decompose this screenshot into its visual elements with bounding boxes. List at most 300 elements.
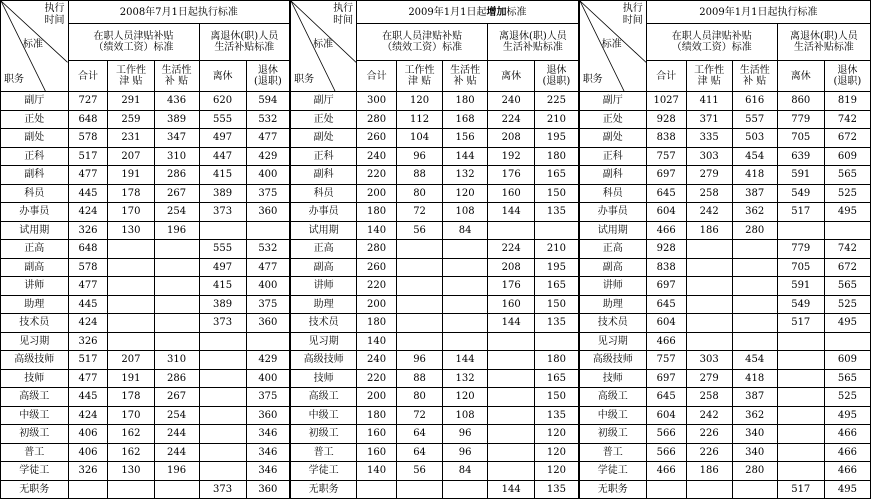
title-post: 标准 [506,6,527,18]
value-cell: 503 [732,129,777,148]
table-row [1,332,871,351]
value-cell: 160 [488,184,535,203]
value-cell: 360 [246,203,290,222]
duty-cell: 讲师 [1,277,69,296]
value-cell: 192 [488,147,535,166]
value-cell: 477 [68,369,108,388]
value-cell: 160 [357,443,397,462]
value-cell: 280 [732,221,777,240]
value-cell: 477 [68,166,108,185]
retired-subsidy-header [199,24,290,61]
value-cell: 1027 [646,92,686,111]
value-cell [732,295,777,314]
value-cell: 286 [154,369,199,388]
col-lixiu-header [488,61,535,92]
duty-cell: 科员 [1,184,69,203]
work-line1: 工作性 [694,65,725,76]
value-cell [154,258,199,277]
table-row [1,277,871,296]
duty-cell: 普工 [290,443,357,462]
value-cell [397,295,443,314]
table-row [1,295,871,314]
value-cell [246,221,290,240]
duty-cell: 正处 [290,110,357,129]
total-label: 合计 [78,70,98,82]
col-total-header [357,61,397,92]
duty-cell: 无职务 [1,480,69,499]
time-label: 时间 [44,15,65,26]
value-cell [535,332,579,351]
value-cell: 96 [397,147,443,166]
value-cell: 838 [646,258,686,277]
value-cell: 200 [357,295,397,314]
table-row [1,221,871,240]
value-cell: 346 [246,443,290,462]
incumbent-line2: （绩效工资）标准 [93,42,174,53]
value-cell: 310 [154,147,199,166]
value-cell: 140 [357,462,397,481]
value-cell: 259 [108,110,154,129]
value-cell: 757 [646,351,686,370]
value-cell: 180 [357,314,397,333]
duty-cell: 副科 [1,166,69,185]
duty-cell: 讲师 [290,277,357,296]
retired-subsidy-header [777,24,870,61]
value-cell: 697 [646,277,686,296]
value-cell: 346 [246,425,290,444]
value-cell: 208 [488,129,535,148]
value-cell [108,314,154,333]
value-cell [686,314,732,333]
value-cell: 225 [535,92,579,111]
value-cell: 244 [154,425,199,444]
std-label: 标准 [601,39,622,50]
value-cell: 135 [535,314,579,333]
tuixiu-line2: (退职) [542,76,571,87]
value-cell: 645 [646,388,686,407]
value-cell: 80 [397,388,443,407]
value-cell: 162 [108,443,154,462]
value-cell: 557 [732,110,777,129]
table-row [1,203,871,222]
col-lixiu-header [199,61,246,92]
value-cell: 340 [732,425,777,444]
value-cell: 418 [732,369,777,388]
value-cell [443,480,488,499]
value-cell: 258 [686,184,732,203]
value-cell: 200 [357,184,397,203]
table-row [1,462,871,481]
incumbent-line2: （绩效工资）标准 [671,42,752,53]
value-cell [108,258,154,277]
col-lixiu-header [777,61,824,92]
value-cell: 454 [732,147,777,166]
value-cell [246,332,290,351]
duty-cell: 副科 [290,166,357,185]
value-cell: 375 [246,388,290,407]
value-cell: 64 [397,443,443,462]
duty-cell: 副高 [579,258,647,277]
value-cell: 326 [68,332,108,351]
table-row [1,480,871,499]
value-cell [732,332,777,351]
table-row [1,443,871,462]
value-cell: 604 [646,203,686,222]
value-cell [199,425,246,444]
value-cell [535,221,579,240]
title-bold: 增加 [486,6,507,18]
duty-cell: 技师 [579,369,647,388]
value-cell: 389 [199,184,246,203]
duty-cell: 技师 [290,369,357,388]
value-cell: 178 [108,184,154,203]
value-cell [732,277,777,296]
value-cell: 231 [108,129,154,148]
value-cell: 220 [357,369,397,388]
duty-label: 职务 [4,74,24,85]
col-life-header [732,61,777,92]
value-cell [443,240,488,259]
value-cell: 279 [686,369,732,388]
value-cell: 838 [646,129,686,148]
duty-cell: 见习期 [1,332,69,351]
value-cell: 387 [732,388,777,407]
value-cell: 176 [488,277,535,296]
value-cell: 532 [246,110,290,129]
value-cell: 620 [199,92,246,111]
value-cell [777,369,824,388]
value-cell: 240 [488,92,535,111]
tuixiu-line2: (退职) [833,76,862,87]
col-tuixiu-header [535,61,579,92]
value-cell: 639 [777,147,824,166]
value-cell: 928 [646,240,686,259]
total-label: 合计 [366,70,387,82]
value-cell [397,314,443,333]
value-cell: 104 [397,129,443,148]
value-cell: 517 [777,203,824,222]
life-line1: 生活性 [450,65,481,76]
value-cell [154,240,199,259]
title-pre: 2009年1月1日起 [408,6,487,18]
table-row [1,388,871,407]
value-cell [777,462,824,481]
value-cell: 604 [646,314,686,333]
value-cell [488,221,535,240]
duty-cell: 见习期 [290,332,357,351]
value-cell: 80 [397,184,443,203]
col-total-header [68,61,108,92]
value-cell: 140 [357,221,397,240]
duty-cell: 无职务 [290,480,357,499]
group-title-2009: 2009年1月1日起执行标准 [646,1,870,24]
table-row [1,406,871,425]
value-cell: 196 [154,462,199,481]
value-cell [686,295,732,314]
life-line2: 补 贴 [453,76,477,87]
time-label: 时间 [622,15,643,26]
duty-cell: 技术员 [579,314,647,333]
col-tuixiu-header [824,61,870,92]
duty-cell: 助理 [290,295,357,314]
value-cell: 645 [646,295,686,314]
life-line1: 生活性 [739,65,770,76]
value-cell: 132 [443,166,488,185]
retired-line2: 生活补贴标准 [793,42,854,53]
retired-line2: 生活补贴标准 [214,42,275,53]
table-row [1,110,871,129]
incumbent-line1: 在职人员津贴补贴 [93,31,174,42]
value-cell [397,277,443,296]
value-cell: 242 [686,406,732,425]
value-cell: 310 [154,351,199,370]
value-cell [199,351,246,370]
value-cell: 525 [824,388,870,407]
lixiu-label: 离休 [501,70,522,82]
value-cell: 186 [686,221,732,240]
duty-cell: 普工 [579,443,647,462]
value-cell: 88 [397,369,443,388]
value-cell: 108 [443,203,488,222]
value-cell [488,388,535,407]
value-cell: 517 [777,480,824,499]
value-cell: 672 [824,258,870,277]
value-cell: 447 [199,147,246,166]
table-row [1,184,871,203]
incumbent-subsidy-header [357,24,488,61]
value-cell: 591 [777,166,824,185]
value-cell: 165 [535,277,579,296]
value-cell: 84 [443,462,488,481]
col-work-header [108,61,154,92]
value-cell: 191 [108,166,154,185]
duty-cell: 正处 [579,110,647,129]
tuixiu-line1: 退休 [546,65,567,76]
value-cell [357,480,397,499]
value-cell: 454 [732,351,777,370]
value-cell [732,314,777,333]
duty-cell: 高级工 [1,388,69,407]
work-line2: 津 贴 [407,76,432,87]
col-work-header [686,61,732,92]
value-cell: 360 [246,314,290,333]
value-cell: 196 [154,221,199,240]
value-cell: 280 [357,110,397,129]
value-cell [777,351,824,370]
table-row [1,240,871,259]
value-cell [199,388,246,407]
value-cell [443,314,488,333]
value-cell: 532 [246,240,290,259]
value-cell: 162 [108,425,154,444]
table-row [1,92,871,111]
value-cell: 144 [443,351,488,370]
value-cell: 424 [68,314,108,333]
value-cell: 120 [535,443,579,462]
table-row [1,369,871,388]
value-cell: 150 [535,388,579,407]
duty-cell: 见习期 [579,332,647,351]
value-cell: 418 [732,166,777,185]
table-row [1,314,871,333]
col-life-header [443,61,488,92]
value-cell: 286 [154,166,199,185]
value-cell: 375 [246,295,290,314]
duty-cell: 正高 [1,240,69,259]
value-cell: 300 [357,92,397,111]
value-cell: 429 [246,351,290,370]
value-cell [824,332,870,351]
value-cell: 387 [732,184,777,203]
value-cell: 165 [535,369,579,388]
value-cell [154,277,199,296]
duty-cell: 助理 [579,295,647,314]
value-cell: 144 [488,314,535,333]
duty-cell: 正科 [579,147,647,166]
value-cell: 120 [443,184,488,203]
value-cell: 415 [199,277,246,296]
value-cell: 517 [68,147,108,166]
total-label: 合计 [656,70,677,82]
value-cell: 195 [535,129,579,148]
std-label: 标准 [313,39,334,50]
value-cell: 406 [68,443,108,462]
value-cell: 565 [824,166,870,185]
value-cell [488,462,535,481]
table-row [1,425,871,444]
value-cell: 180 [357,203,397,222]
tuixiu-line2: (退职) [253,76,282,87]
value-cell: 591 [777,277,824,296]
duty-cell: 试用期 [290,221,357,240]
incumbent-line1: 在职人员津贴补贴 [382,31,463,42]
duty-cell: 试用期 [579,221,647,240]
value-cell: 210 [535,110,579,129]
duty-label: 职务 [294,74,315,85]
value-cell: 445 [68,388,108,407]
retired-line2: 生活补贴标准 [502,42,563,53]
value-cell: 326 [68,462,108,481]
duty-cell: 副厅 [579,92,647,111]
duty-cell: 学徒工 [1,462,69,481]
value-cell: 260 [357,129,397,148]
value-cell: 220 [357,277,397,296]
value-cell: 144 [488,203,535,222]
life-line2: 补 贴 [743,76,767,87]
value-cell [686,277,732,296]
value-cell: 303 [686,147,732,166]
duty-cell: 学徒工 [579,462,647,481]
value-cell: 466 [646,462,686,481]
value-cell: 208 [488,258,535,277]
value-cell: 347 [154,129,199,148]
value-cell: 191 [108,369,154,388]
work-line2: 津 贴 [119,76,143,87]
duty-cell: 副处 [290,129,357,148]
value-cell: 779 [777,110,824,129]
value-cell: 466 [824,462,870,481]
value-cell: 135 [535,406,579,425]
value-cell: 150 [535,184,579,203]
value-cell: 72 [397,406,443,425]
value-cell [488,443,535,462]
retired-subsidy-header [488,24,579,61]
value-cell: 96 [443,425,488,444]
value-cell: 165 [535,166,579,185]
std-label: 标准 [23,39,43,50]
value-cell: 224 [488,110,535,129]
value-cell [68,480,108,499]
value-cell [199,443,246,462]
value-cell: 705 [777,129,824,148]
value-cell: 335 [686,129,732,148]
value-cell: 135 [535,203,579,222]
value-cell: 436 [154,92,199,111]
value-cell: 224 [488,240,535,259]
value-cell: 267 [154,388,199,407]
value-cell [397,258,443,277]
duty-cell: 技术员 [1,314,69,333]
value-cell: 267 [154,184,199,203]
value-cell: 120 [535,425,579,444]
group-title-2008: 2008年7月1日起执行标准 [68,1,290,24]
value-cell [777,406,824,425]
value-cell: 186 [686,462,732,481]
value-cell: 477 [246,129,290,148]
value-cell: 258 [686,388,732,407]
value-cell: 757 [646,147,686,166]
value-cell: 566 [646,443,686,462]
duty-cell: 正科 [1,147,69,166]
value-cell [199,332,246,351]
value-cell [443,295,488,314]
value-cell: 495 [824,203,870,222]
value-cell: 389 [199,295,246,314]
value-cell: 555 [199,110,246,129]
value-cell: 168 [443,110,488,129]
value-cell: 170 [108,203,154,222]
col-total-header [646,61,686,92]
work-line1: 工作性 [404,65,435,76]
value-cell: 565 [824,277,870,296]
value-cell: 360 [246,406,290,425]
value-cell: 566 [646,425,686,444]
value-cell: 56 [397,221,443,240]
retired-line1: 离退休(职)人员 [498,31,567,42]
duty-cell: 办事员 [290,203,357,222]
group-title-2009-increase [357,1,579,24]
work-line2: 津 贴 [697,76,721,87]
value-cell: 180 [357,406,397,425]
value-cell: 648 [68,110,108,129]
value-cell [397,480,443,499]
col-tuixiu-header [246,61,290,92]
value-cell: 170 [108,406,154,425]
value-cell: 220 [357,166,397,185]
header-corner-g1 [1,1,69,92]
duty-cell: 副厅 [1,92,69,111]
table-row [1,258,871,277]
duty-cell: 副处 [579,129,647,148]
value-cell [108,240,154,259]
life-line1: 生活性 [161,65,192,76]
incumbent-subsidy-header [646,24,777,61]
value-cell: 565 [824,369,870,388]
duty-label: 职务 [582,74,603,85]
value-cell [443,277,488,296]
value-cell: 549 [777,295,824,314]
value-cell: 495 [824,314,870,333]
